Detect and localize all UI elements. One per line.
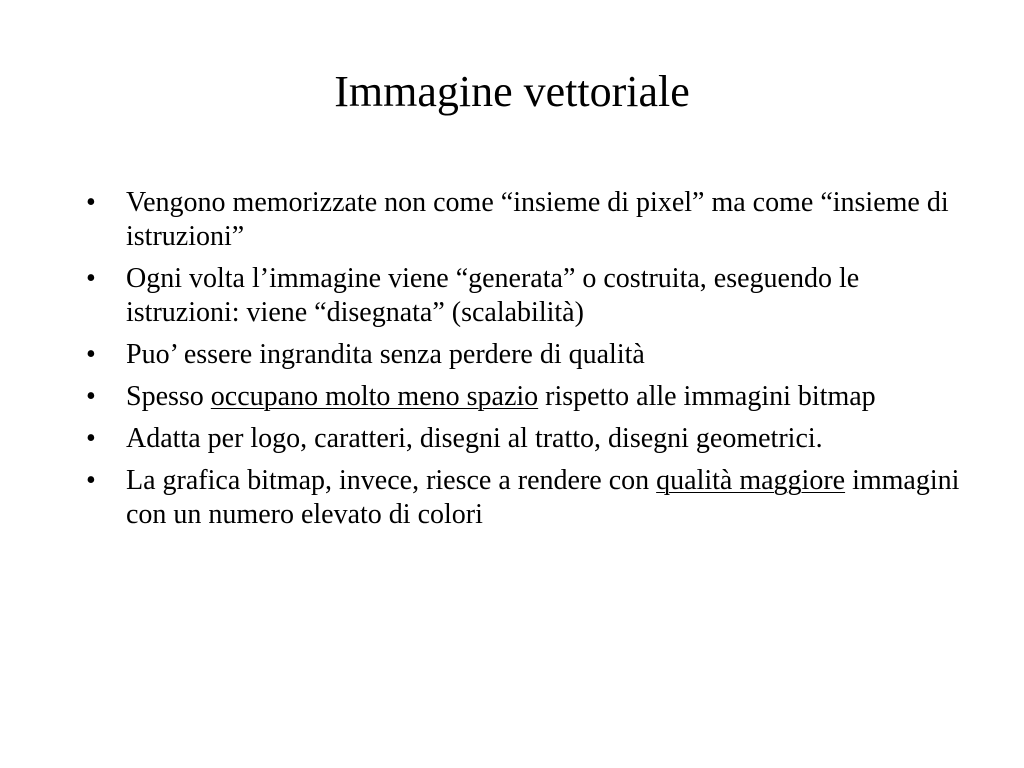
bullet-text-before: La grafica bitmap, invece, riesce a rendere con xyxy=(126,465,657,496)
bullet-marker: • xyxy=(86,423,96,454)
bullet-item-bitmap-quality xyxy=(84,464,964,532)
bullet-text: Puo’ essere ingrandita senza perdere di qualità xyxy=(126,339,645,370)
bullet-text: Vengono memorizzate non come “insieme di pixel” ma come “insieme di istruzioni” xyxy=(126,187,949,252)
bullet-text-underlined: occupano molto meno spazio xyxy=(210,381,539,412)
bullet-text-after: immagini con un numero elevato di colori xyxy=(126,465,960,530)
bullet-marker: • xyxy=(86,187,96,218)
bullet-text-underlined: qualità maggiore xyxy=(656,465,846,496)
slide-title: Immagine vettoriale xyxy=(334,67,690,116)
bullet-list xyxy=(84,186,964,540)
bullet-item-use-cases xyxy=(84,422,964,456)
bullet-text: Ogni volta l’immagine viene “generata” o costruita, eseguendo le istruzioni: viene “disegnata” (scalabilità) xyxy=(126,263,860,328)
bullet-text: Adatta per logo, caratteri, disegni al tratto, disegni geometrici. xyxy=(126,423,823,454)
bullet-marker: • xyxy=(86,381,96,412)
bullet-item-scaling xyxy=(84,338,964,372)
bullet-item-vector-storage xyxy=(84,186,964,254)
bullet-marker: • xyxy=(86,339,96,370)
bullet-text-after: rispetto alle immagini bitmap xyxy=(538,381,876,412)
bullet-item-generation xyxy=(84,262,964,330)
bullet-marker: • xyxy=(86,263,96,294)
bullet-text-before: Spesso xyxy=(126,381,211,412)
bullet-item-space xyxy=(84,380,964,414)
bullet-marker: • xyxy=(86,465,96,496)
